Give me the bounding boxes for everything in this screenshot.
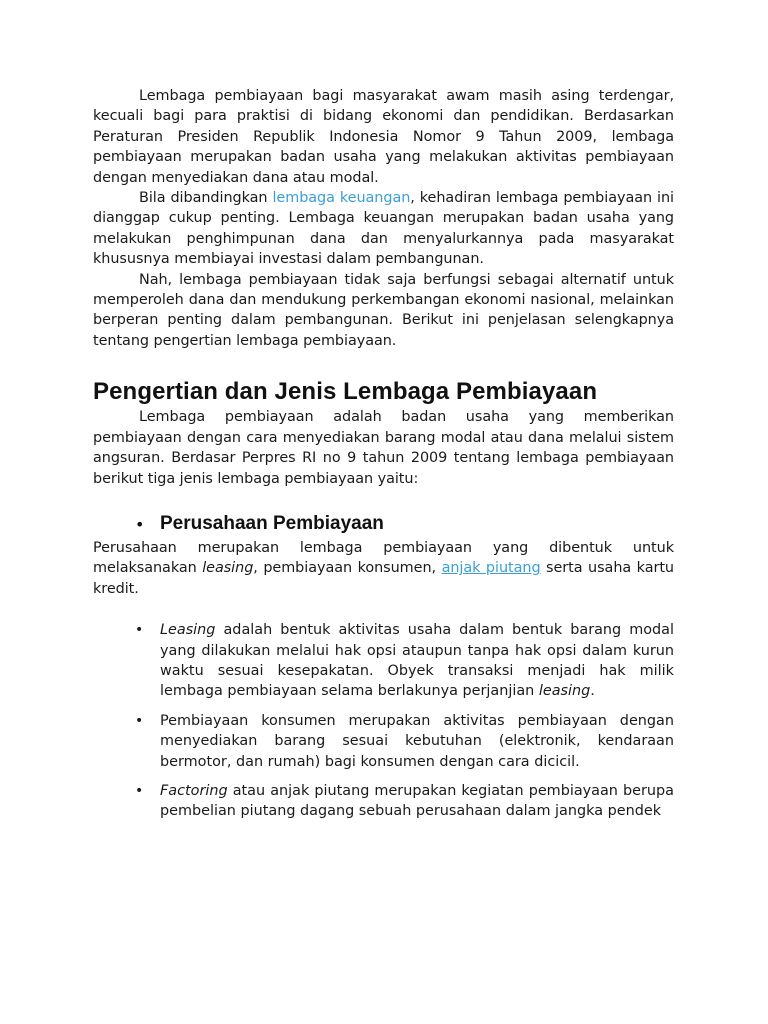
list-item-body: adalah bentuk aktivitas usaha dalam bentuk barang modal yang dilakukan melalui hak opsi ataupun tanpa hak opsi dalam kurun waktu sesuai kesepakatan. Obyek transaksi menjadi hak milik lembaga pembiayaan selama berlakunya perjanjian xyxy=(160,622,674,700)
leasing-term: Leasing xyxy=(160,622,216,639)
paragraph-definition xyxy=(93,407,674,489)
list-item-body: atau anjak piutang merupakan kegiatan pembiayaan berupa pembelian piutang dagang sebuah perusahaan dalam jangka pendek xyxy=(160,782,674,820)
bullet-icon: • xyxy=(135,622,144,639)
list-item xyxy=(93,620,674,702)
paragraph-intro-text: Lembaga pembiayaan bagi masyarakat awam masih asing terdengar, kecuali bagi para praktisi di bidang ekonomi dan pendidikan. Berdasarkan Peraturan Presiden Republik Indonesia Nomor 9 Tahun 2009, lembaga pembiayaan merupakan badan usaha yang melakukan aktivitas pembiayaan dengan menyediakan dana atau modal. xyxy=(93,88,674,186)
factoring-term: Factoring xyxy=(160,782,228,799)
paragraph-perusahaan xyxy=(93,538,674,599)
paragraph-comparison-lead: Bila dibandingkan xyxy=(139,190,273,207)
paragraph-definition-text: Lembaga pembiayaan adalah badan usaha yang memberikan pembiayaan dengan cara menyediakan barang modal atau dana melalui sistem angsuran. Berdasar Perpres RI no 9 tahun 2009 tentang lembaga pembiayaan berikut tiga jenis lembaga pembiayaan yaitu: xyxy=(93,409,674,487)
lembaga-keuangan-link[interactable]: lembaga keuangan xyxy=(272,190,411,207)
paragraph-perusahaan-rest: serta usaha kartu kredit. xyxy=(93,560,674,597)
paragraph-perusahaan-mid: , pembiayaan konsumen, xyxy=(253,560,442,577)
paragraph-comparison xyxy=(93,188,674,270)
list-item xyxy=(93,781,674,822)
list-item-text xyxy=(160,711,674,772)
list-item-text xyxy=(160,781,674,822)
list-item-text xyxy=(160,620,674,702)
bullet-icon: • xyxy=(135,712,144,729)
bullet-icon: • xyxy=(135,782,144,799)
anjak-piutang-link[interactable]: anjak piutang xyxy=(441,560,541,577)
list-item xyxy=(93,711,674,772)
list-item-body: Pembiayaan konsumen merupakan aktivitas pembiayaan dengan menyediakan barang sesuai kebutuhan (elektronik, kendaraan bermotor, dan rumah) bagi konsumen dengan cara dicicil. xyxy=(160,712,674,770)
subsection-heading-row xyxy=(93,512,674,538)
leasing-term: leasing xyxy=(202,560,254,577)
bullet-icon: • xyxy=(135,514,145,534)
paragraph-comparison-rest: , kehadiran lembaga pembiayaan ini dianggap cukup penting. Lembaga keuangan merupakan badan usaha yang melakukan penghimpunan dana dan menyalurkannya pada masyarakat khususnya membiayai investasi dalam pembangunan. xyxy=(93,190,674,268)
paragraph-function xyxy=(93,270,674,352)
list-item-end: . xyxy=(590,683,595,700)
subsection-heading: Perusahaan Pembiayaan xyxy=(160,512,384,534)
activity-list xyxy=(93,620,674,822)
paragraph-intro xyxy=(93,86,674,188)
leasing-term: leasing xyxy=(538,683,591,700)
paragraph-function-text: Nah, lembaga pembiayaan tidak saja berfungsi sebagai alternatif untuk memperoleh dana dan mendukung perkembangan ekonomi nasional, melainkan berperan penting dalam pembangunan. Berikut ini penjelasan selengkapnya tentang pengertian lembaga pembiayaan. xyxy=(93,271,674,349)
section-heading: Pengertian dan Jenis Lembaga Pembiayaan xyxy=(93,378,598,406)
paragraph-perusahaan-lead: Perusahaan merupakan lembaga pembiayaan yang dibentuk untuk melaksanakan xyxy=(93,539,674,577)
document-page xyxy=(93,86,674,831)
